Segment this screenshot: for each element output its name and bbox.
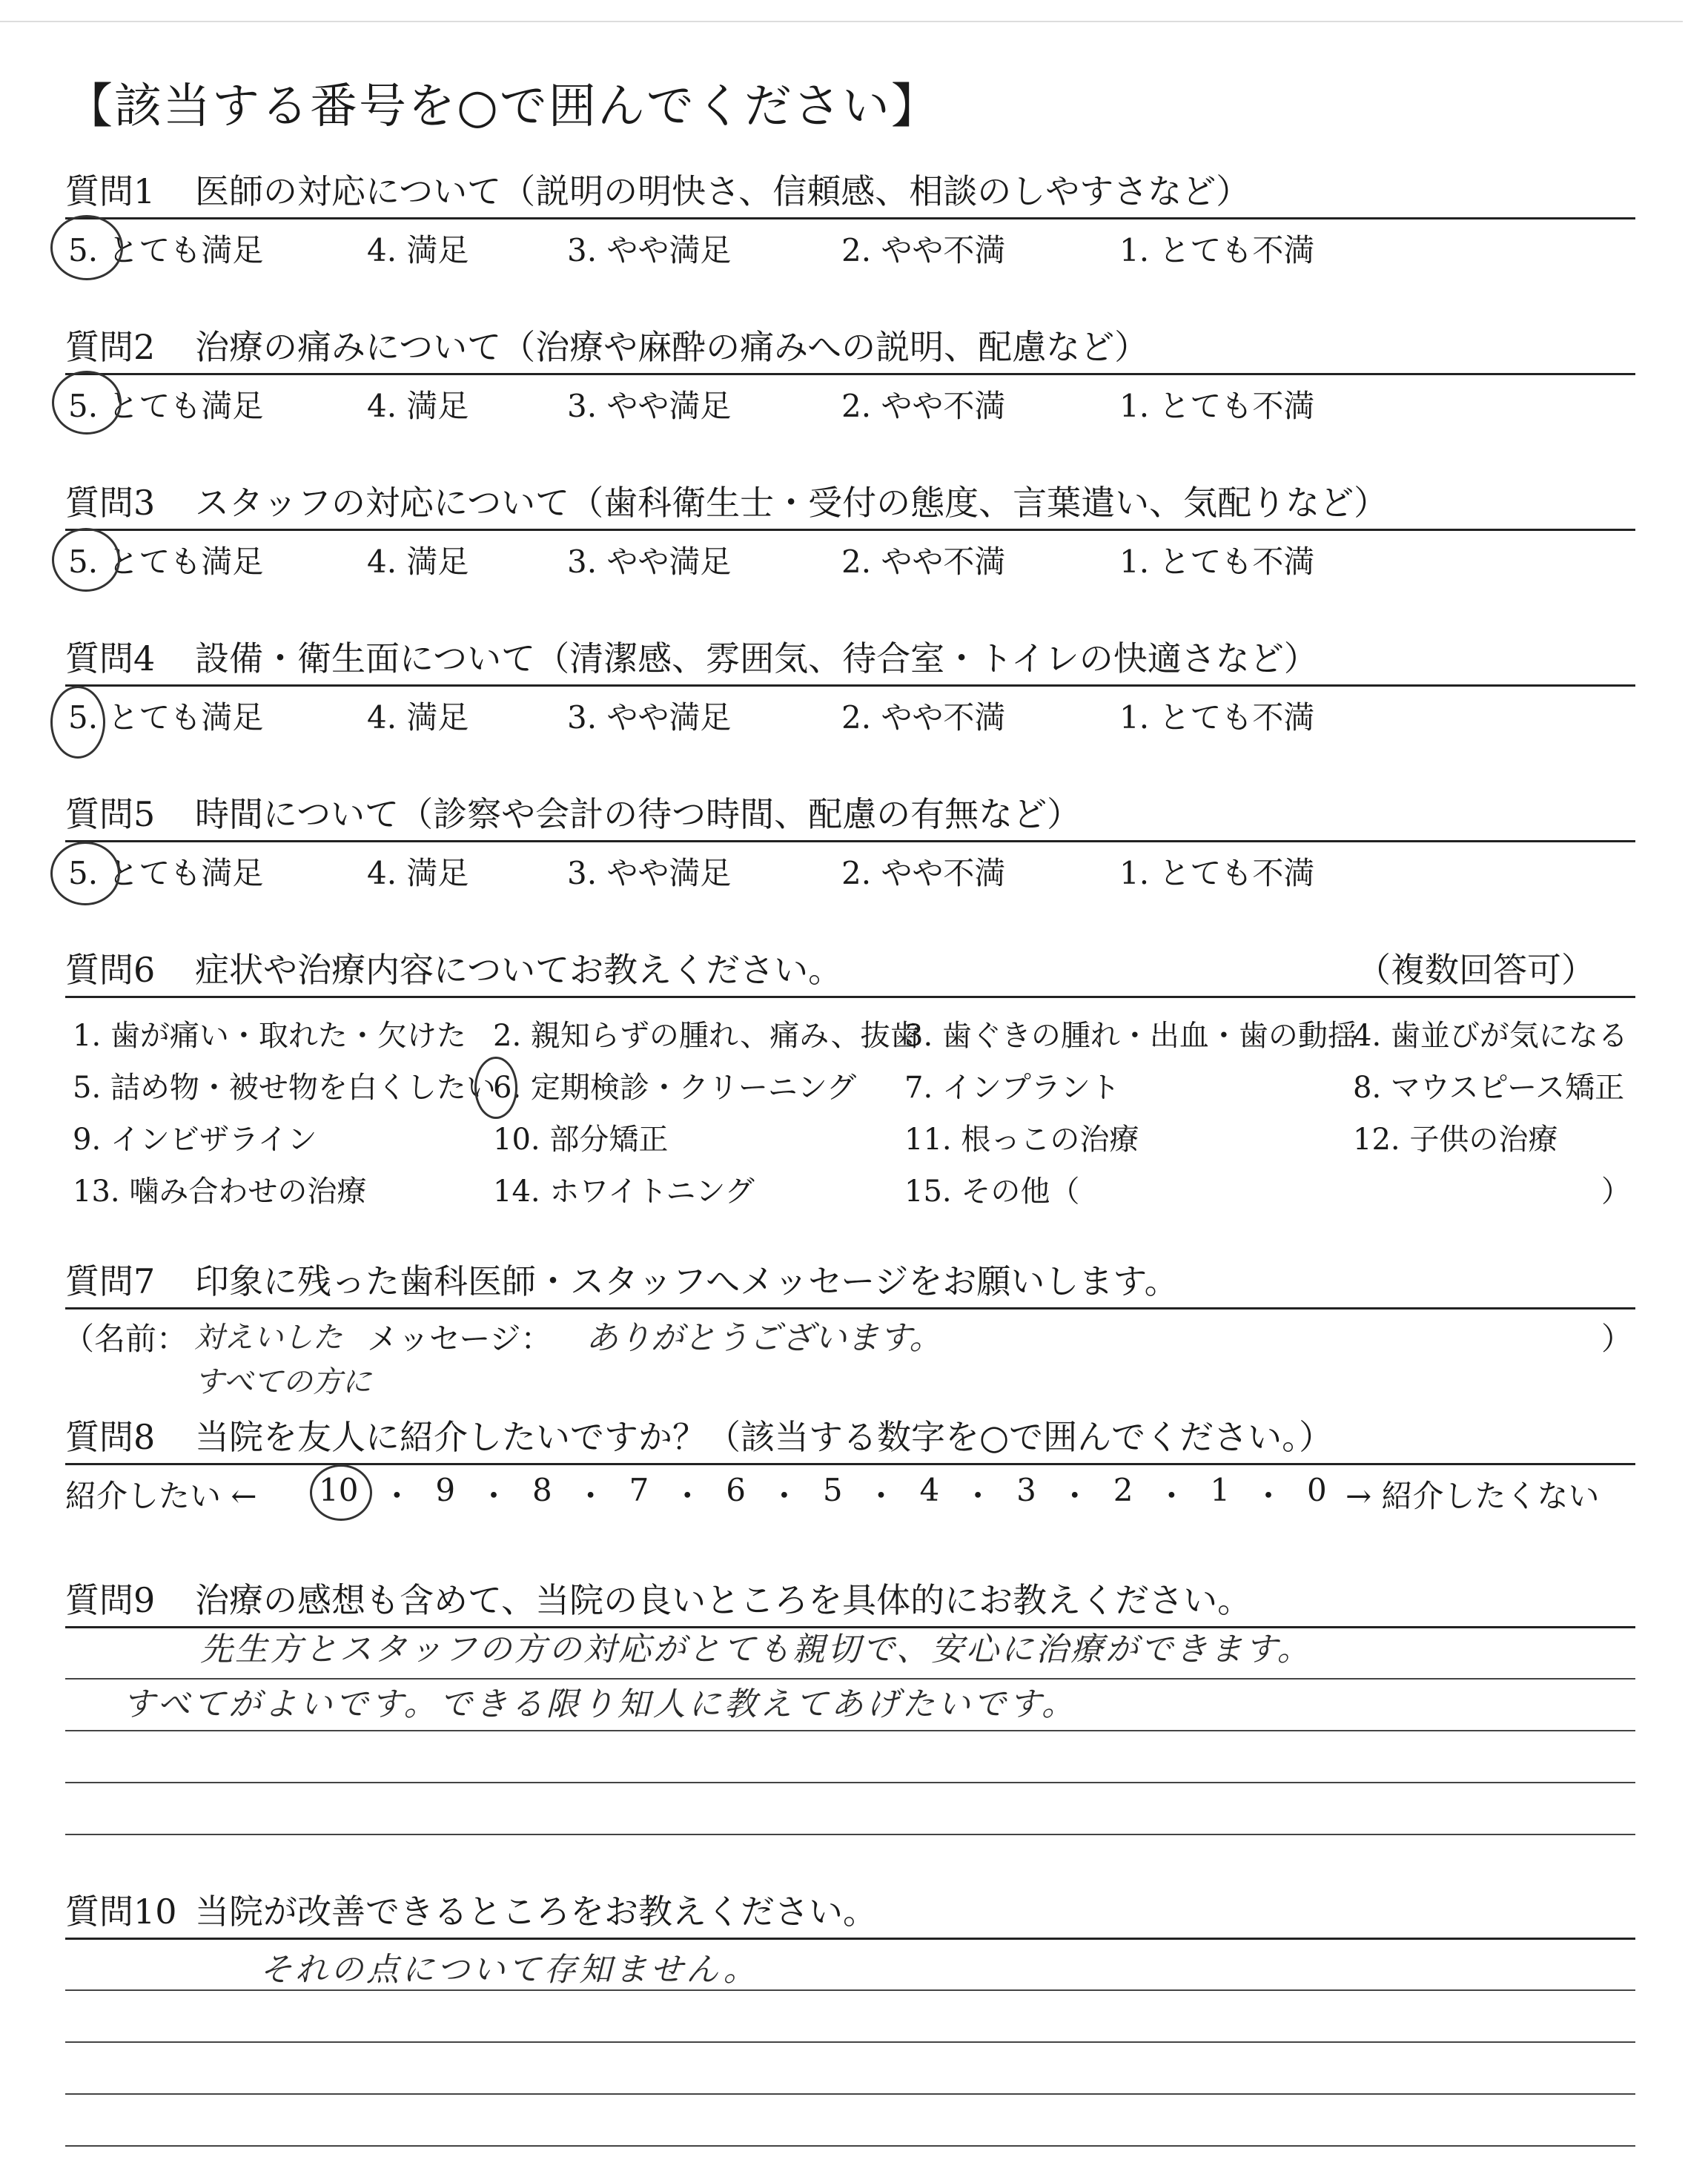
question-3-text: スタッフの対応について（歯科衛生士・受付の態度、言葉遣い、気配りなど）: [195, 483, 1388, 523]
q10-answer-line-1: [65, 1989, 1635, 1991]
q4-answer-circle: [50, 686, 105, 759]
q4-option-1[interactable]: 1. とても不満: [1119, 699, 1315, 736]
q5-option-1[interactable]: 1. とても不満: [1119, 855, 1315, 891]
q5-option-3[interactable]: 3. やや満足: [567, 855, 732, 891]
q6-answer-circle: [474, 1057, 517, 1119]
q2-option-1[interactable]: 1. とても不満: [1119, 388, 1315, 424]
question-4-title: [65, 632, 1318, 681]
q10-answer-line-4: [65, 2145, 1635, 2147]
q9-answer-line-2: [65, 1730, 1635, 1731]
question-5-title: [65, 787, 1081, 836]
q6-other-close-paren: ）: [1601, 1175, 1631, 1209]
q8-scale-5[interactable]: 5: [822, 1472, 843, 1508]
question-8-number: 質問8: [65, 1417, 156, 1457]
q8-dot: ・: [962, 1478, 994, 1514]
q8-dot: ・: [768, 1478, 800, 1514]
q6-item-6[interactable]: 6. 定期検診・クリーニング: [493, 1071, 857, 1105]
question-10-text: 当院が改善できるところをお教えください。: [195, 1892, 877, 1932]
question-10-number: 質問10: [65, 1892, 177, 1932]
q3-option-3[interactable]: 3. やや満足: [567, 544, 732, 580]
q6-item-12[interactable]: 12. 子供の治療: [1353, 1123, 1558, 1157]
q8-dot: ・: [478, 1478, 510, 1514]
q10-handwritten-line-1[interactable]: それの点について存知ません。: [259, 1951, 759, 1989]
q4-option-5[interactable]: 5. とても満足: [68, 699, 264, 736]
q8-dot: ・: [865, 1478, 897, 1514]
q7-handwritten-name-2[interactable]: すべての方に: [194, 1365, 372, 1399]
question-2-rule: [65, 373, 1635, 375]
q4-option-3[interactable]: 3. やや満足: [567, 699, 732, 736]
question-6-title: [65, 943, 842, 992]
q1-answer-circle: [50, 215, 123, 280]
question-4-number: 質問4: [65, 638, 156, 678]
question-7-text: 印象に残った歯科医師・スタッフへメッセージをお願いします。: [195, 1261, 1179, 1301]
q6-item-11[interactable]: 11. 根っこの治療: [904, 1123, 1139, 1157]
question-5-number: 質問5: [65, 794, 156, 834]
question-2-text: 治療の痛みについて（治療や麻酔の痛みへの説明、配慮など）: [195, 327, 1149, 367]
q4-option-2[interactable]: 2. やや不満: [841, 699, 1006, 736]
q6-item-2[interactable]: 2. 親知らずの腫れ、痛み、抜歯: [493, 1019, 920, 1053]
q6-item-10[interactable]: 10. 部分矯正: [493, 1123, 669, 1157]
q6-item-1[interactable]: 1. 歯が痛い・取れた・欠けた: [73, 1019, 466, 1053]
question-10-rule: [65, 1938, 1635, 1940]
q8-scale-0[interactable]: 0: [1306, 1472, 1327, 1508]
q8-scale-7[interactable]: 7: [629, 1472, 649, 1508]
question-6-rule: [65, 996, 1635, 998]
question-8-rule: [65, 1463, 1635, 1465]
q2-answer-circle: [52, 371, 122, 435]
q8-dot: ・: [381, 1478, 413, 1514]
q6-item-3[interactable]: 3. 歯ぐきの腫れ・出血・歯の動揺: [904, 1019, 1357, 1053]
question-2-title: [65, 320, 1148, 369]
q8-left-label: 紹介したい ←: [65, 1478, 257, 1514]
q8-scale: [319, 1472, 1327, 1516]
q7-handwritten-message[interactable]: ありがとうございます。: [586, 1319, 942, 1357]
q3-answer-circle: [52, 528, 120, 592]
q3-option-2[interactable]: 2. やや不満: [841, 544, 1006, 580]
q6-item-9[interactable]: 9. インビザライン: [73, 1123, 317, 1157]
q2-option-3[interactable]: 3. やや満足: [567, 388, 732, 424]
question-1-number: 質問1: [65, 171, 156, 211]
q9-handwritten-line-2[interactable]: すべてがよいです。できる限り知人に教えてあげたいです。: [122, 1685, 1078, 1723]
question-4-text: 設備・衛生面について（清潔感、雰囲気、待合室・トイレの快適さなど）: [195, 638, 1318, 678]
question-1-text: 医師の対応について（説明の明快さ、信頼感、相談のしやすさなど）: [195, 171, 1251, 211]
q9-answer-line-3: [65, 1782, 1635, 1783]
q6-item-8[interactable]: 8. マウスピース矯正: [1353, 1071, 1625, 1105]
q1-option-2[interactable]: 2. やや不満: [841, 232, 1006, 268]
scan-top-edge: [0, 21, 1683, 22]
question-3-title: [65, 476, 1388, 525]
question-5-rule: [65, 840, 1635, 842]
q3-option-5[interactable]: 5. とても満足: [68, 544, 264, 580]
question-7-number: 質問7: [65, 1261, 156, 1301]
q7-handwritten-name-1[interactable]: 対えいした: [194, 1321, 342, 1355]
q8-dot: ・: [1156, 1478, 1188, 1514]
q8-scale-8[interactable]: 8: [532, 1472, 552, 1508]
question-6-note: （複数回答可）: [1357, 950, 1595, 990]
question-10-title: [65, 1885, 877, 1934]
q10-answer-line-3: [65, 2093, 1635, 2095]
q8-scale-2[interactable]: 2: [1113, 1472, 1133, 1508]
question-6-number: 質問6: [65, 950, 156, 990]
q8-scale-10[interactable]: 10: [319, 1472, 359, 1508]
q1-option-1[interactable]: 1. とても不満: [1119, 232, 1315, 268]
question-9-number: 質問9: [65, 1580, 156, 1620]
question-5-text: 時間について（診察や会計の待つ時間、配慮の有無など）: [195, 794, 1082, 834]
q2-option-4[interactable]: 4. 満足: [367, 388, 469, 424]
q8-dot: ・: [672, 1478, 704, 1514]
q3-option-1[interactable]: 1. とても不満: [1119, 544, 1315, 580]
q5-answer-circle: [50, 842, 120, 905]
q8-scale-9[interactable]: 9: [435, 1472, 456, 1508]
q8-right-label: → 紹介したくない: [1345, 1478, 1600, 1514]
question-2-number: 質問2: [65, 327, 156, 367]
q6-item-4[interactable]: 4. 歯並びが気になる: [1353, 1019, 1628, 1053]
q2-option-5[interactable]: 5. とても満足: [68, 388, 264, 424]
q8-dot: ・: [575, 1478, 606, 1514]
question-8-title: [65, 1410, 1333, 1459]
q1-option-5[interactable]: 5. とても満足: [68, 232, 264, 268]
question-9-text: 治療の感想も含めて、当院の良いところを具体的にお教えください。: [195, 1580, 1252, 1620]
question-7-rule: [65, 1307, 1635, 1309]
question-4-rule: [65, 684, 1635, 687]
q6-item-13[interactable]: 13. 噛み合わせの治療: [73, 1175, 367, 1209]
q6-item-7[interactable]: 7. インプラント: [904, 1071, 1120, 1105]
q3-option-4[interactable]: 4. 満足: [367, 544, 469, 580]
q5-option-2[interactable]: 2. やや不満: [841, 855, 1006, 891]
q5-option-5[interactable]: 5. とても満足: [68, 855, 264, 891]
question-7-title: [65, 1255, 1179, 1304]
q9-handwritten-line-1[interactable]: 先生方とスタッフの方の対応がとても親切で、安心に治療ができます。: [200, 1631, 1312, 1668]
q9-answer-line-4: [65, 1834, 1635, 1835]
question-1-rule: [65, 217, 1635, 219]
q7-name-label: （名前：: [63, 1321, 188, 1357]
form-header: 【該当する番号を○で囲んでください】: [65, 79, 940, 134]
q1-option-4[interactable]: 4. 満足: [367, 232, 469, 268]
question-8-text: 当院を友人に紹介したいですか？（該当する数字を○で囲んでください。）: [195, 1417, 1334, 1457]
q6-item-14[interactable]: 14. ホワイトニング: [493, 1175, 755, 1209]
q7-message-label: メッセージ：: [367, 1321, 552, 1357]
q2-option-2[interactable]: 2. やや不満: [841, 388, 1006, 424]
question-6-text: 症状や治療内容についてお教えください。: [195, 950, 843, 990]
question-3-number: 質問3: [65, 483, 156, 523]
question-9-title: [65, 1573, 1251, 1622]
q8-scale-4[interactable]: 4: [919, 1472, 940, 1508]
q8-dot: ・: [1253, 1478, 1285, 1514]
question-1-title: [65, 165, 1250, 214]
q6-item-5[interactable]: 5. 詰め物・被せ物を白くしたい: [73, 1071, 496, 1105]
q5-option-4[interactable]: 4. 満足: [367, 855, 469, 891]
q8-answer-circle: [310, 1464, 372, 1521]
question-3-rule: [65, 529, 1635, 531]
q8-scale-6[interactable]: 6: [726, 1472, 746, 1508]
q8-scale-3[interactable]: 3: [1016, 1472, 1036, 1508]
q8-dot: ・: [1059, 1478, 1090, 1514]
q4-option-4[interactable]: 4. 満足: [367, 699, 469, 736]
q8-scale-1[interactable]: 1: [1210, 1472, 1231, 1508]
q10-answer-line-2: [65, 2041, 1635, 2043]
q7-close-paren: ）: [1601, 1321, 1633, 1357]
q6-item-15[interactable]: 15. その他（: [904, 1175, 1080, 1209]
q1-option-3[interactable]: 3. やや満足: [567, 232, 732, 268]
